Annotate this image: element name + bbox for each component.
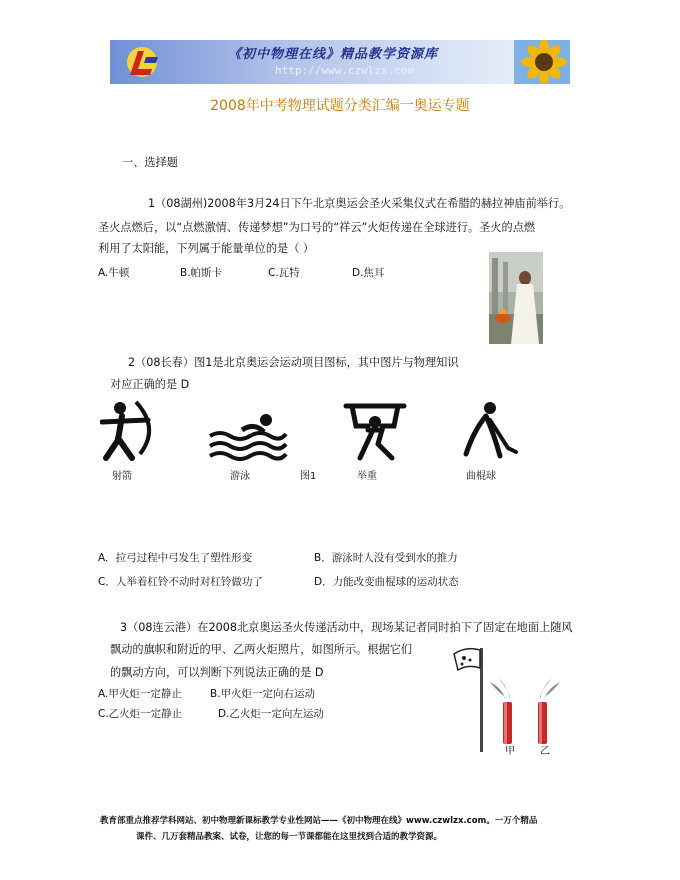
q3-option-a: A.甲火炬一定静止 <box>98 688 182 700</box>
q2-line1: 2（08长春）图1是北京奥运会运动项目图标，其中图片与物理知识 <box>128 356 459 369</box>
q3-line2: 飘动的旗帜和附近的甲、乙两火炬照片，如图所示。根据它们 <box>110 643 413 656</box>
torch-label-yi: 乙 <box>540 746 550 757</box>
sunflower-icon <box>514 40 570 84</box>
icon-label-hockey: 曲棍球 <box>466 471 496 482</box>
icon-label-swimming: 游泳 <box>230 471 250 482</box>
site-logo-icon <box>118 45 164 79</box>
q3-option-c: C.乙火炬一定静止 <box>98 708 183 720</box>
q2-line2: 对应正确的是 D <box>110 378 190 391</box>
q1-option-a: A.牛顿 <box>98 267 130 279</box>
q2-option-b: B．游泳时人没有受到水的推力 <box>314 552 458 564</box>
icon-label-archery: 射箭 <box>112 471 132 482</box>
flag-and-torches-figure <box>448 644 566 752</box>
hockey-icon <box>456 400 522 462</box>
q3-option-b: B.甲火炬一定向右运动 <box>210 688 316 700</box>
q2-option-a: A．拉弓过程中弓发生了塑性形变 <box>98 552 253 564</box>
q3-line3: 的飘动方向，可以判断下列说法正确的是 D <box>110 666 324 679</box>
section-heading: 一、选择题 <box>122 156 178 169</box>
archery-icon <box>100 398 162 462</box>
weightlifting-icon <box>342 400 408 462</box>
footer-line2: 课件、几万套精品教案、试卷，让您的每一节课都能在这里找到合适的教学资源。 <box>136 832 443 842</box>
q1-line2: 圣火点燃后，以“点燃激情、传递梦想”为口号的“祥云”火炬传递在全球进行。圣火的点燃 <box>98 221 536 234</box>
figure-label: 图1 <box>300 471 317 482</box>
swimming-icon <box>206 412 288 462</box>
torch-lighting-photo <box>489 252 543 344</box>
q3-line1: 3（08连云港）在2008北京奥运圣火传递活动中，现场某记者同时拍下了固定在地面上随风 <box>120 621 573 634</box>
q1-line3: 利用了太阳能，下列属于能量单位的是（ ） <box>98 242 315 255</box>
footer-line1: 教育部重点推荐学科网站、初中物理新课标教学专业性网站——《初中物理在线》www.czwlzx.com。一万个精品 <box>100 816 538 826</box>
torch-label-jia: 甲 <box>505 746 515 757</box>
q1-option-b: B.帕斯卡 <box>180 267 223 279</box>
q2-option-c: C．人举着杠铃不动时对杠铃做功了 <box>98 576 263 588</box>
banner-url[interactable]: http://www.czwlzx.com <box>275 64 415 77</box>
q1-option-d: D.焦耳 <box>352 267 385 279</box>
q1-option-c: C.瓦特 <box>268 267 300 279</box>
document-title: 2008年中考物理试题分类汇编一奥运专题 <box>210 98 470 114</box>
q3-option-d: D.乙火炬一定向左运动 <box>218 708 324 720</box>
q1-line1: 1（08湖州)2008年3月24日下午北京奥运会圣火采集仪式在希腊的赫拉神庙前举行。 <box>148 197 571 210</box>
icon-label-weightlifting: 举重 <box>357 471 377 482</box>
banner-title: 《初中物理在线》精品教学资源库 <box>228 47 439 62</box>
q2-option-d: D．力能改变曲棍球的运动状态 <box>314 576 459 588</box>
header-banner <box>110 40 570 84</box>
